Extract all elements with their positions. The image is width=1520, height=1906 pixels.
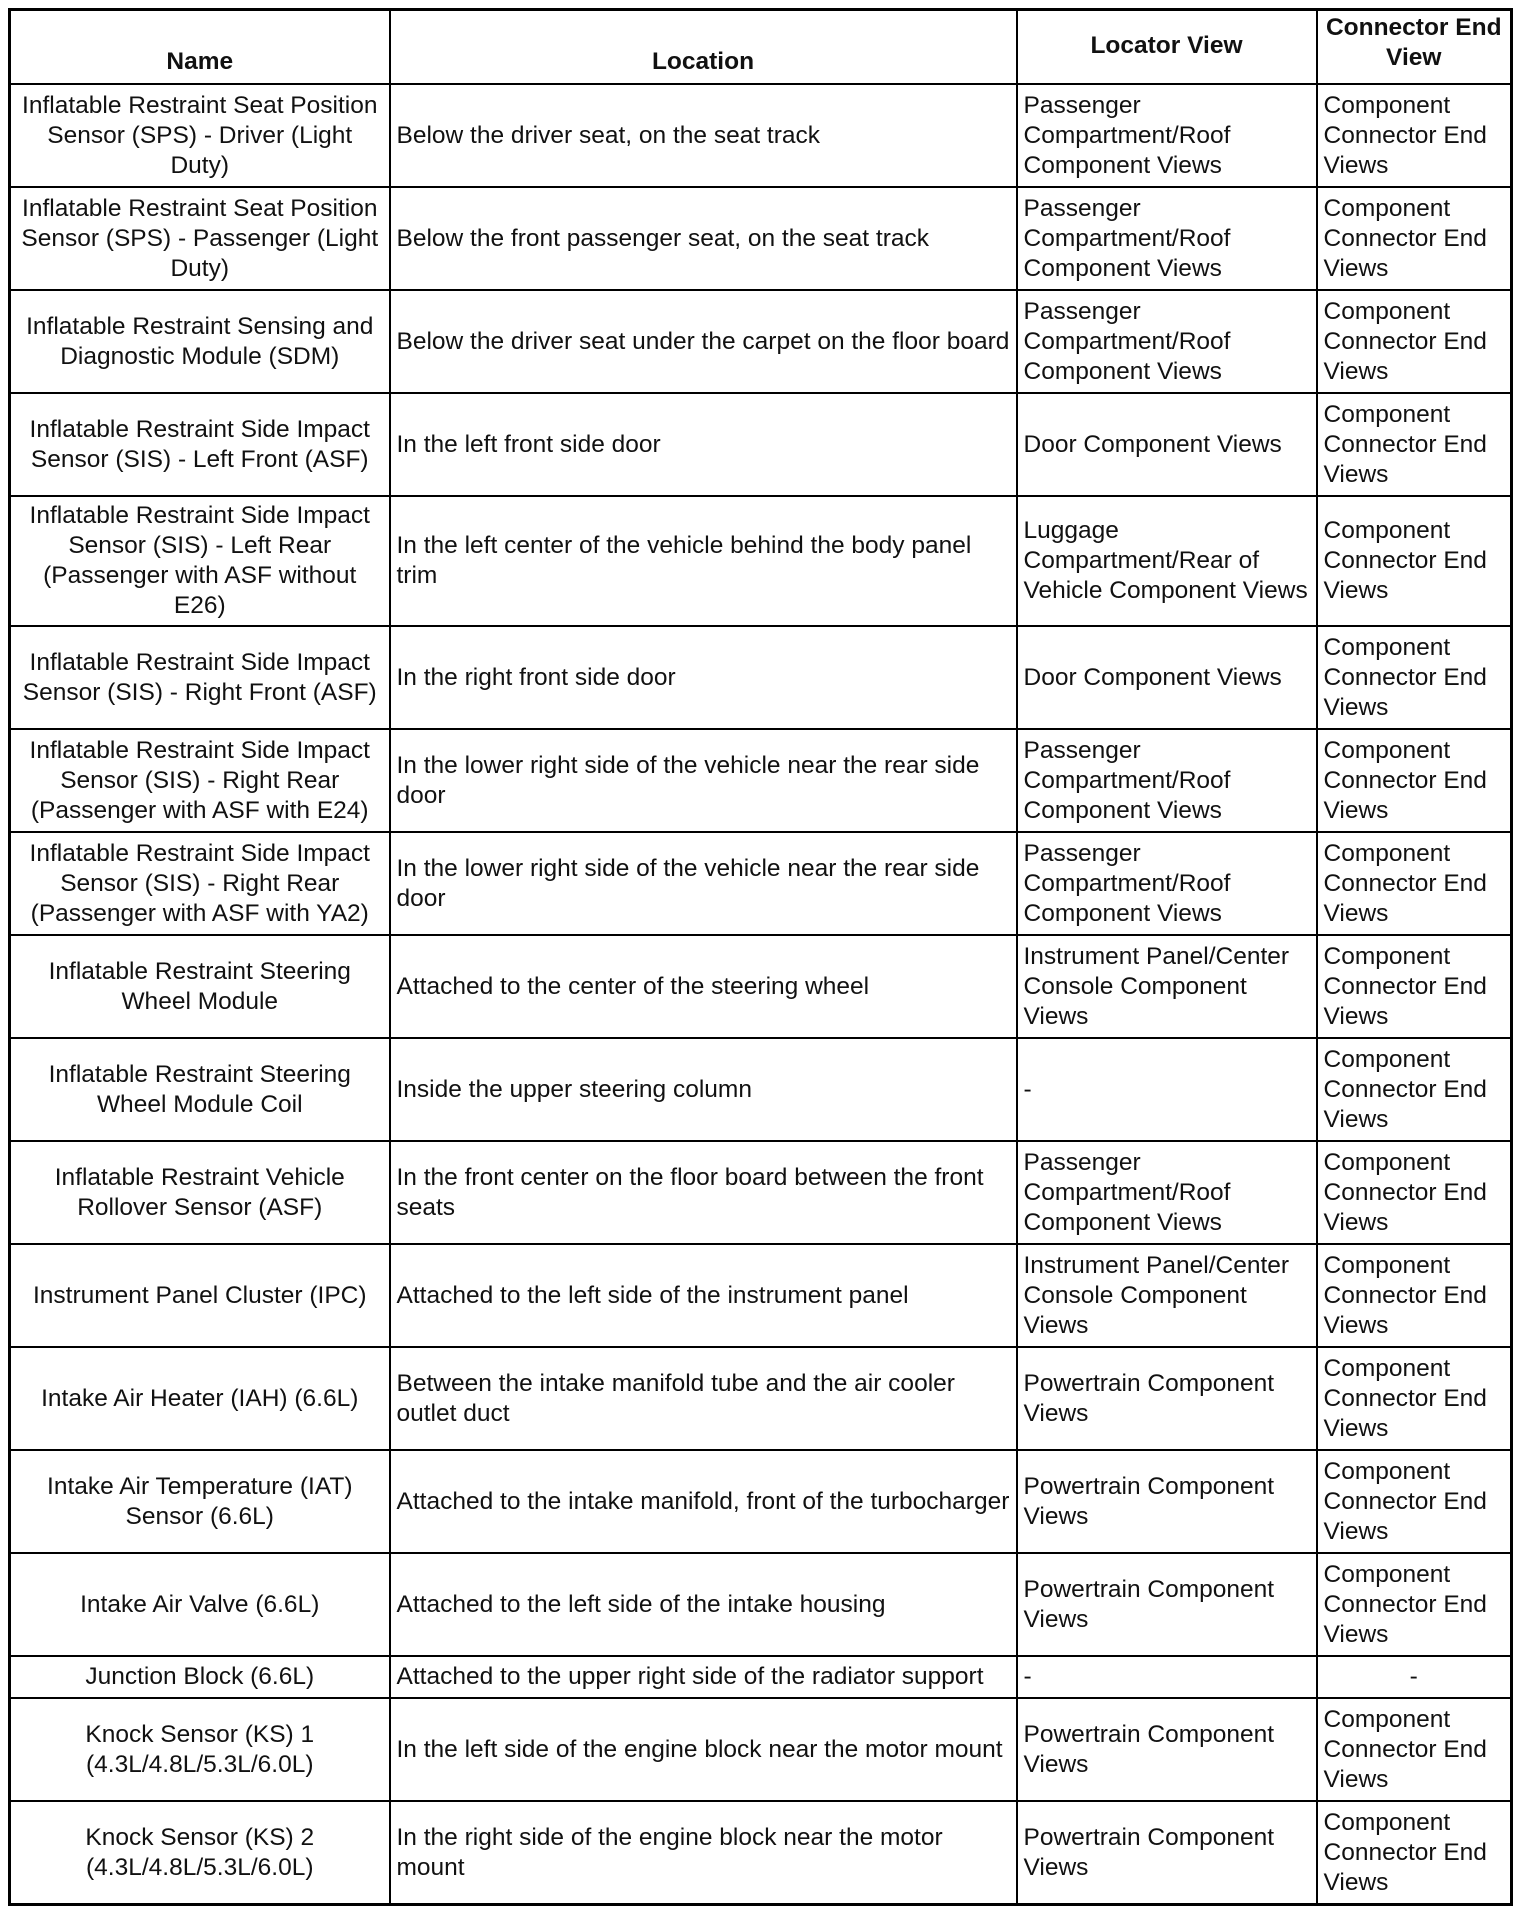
cell-locator-view: - [1017, 1656, 1317, 1698]
cell-locator-view: Passenger Compartment/Roof Component Views [1017, 1141, 1317, 1244]
table-row [10, 935, 1512, 1038]
cell-locator-view: Powertrain Component Views [1017, 1450, 1317, 1553]
cell-location: Attached to the intake manifold, front of the turbocharger [390, 1450, 1017, 1553]
cell-locator-view: Powertrain Component Views [1017, 1347, 1317, 1450]
cell-name: Instrument Panel Cluster (IPC) [10, 1244, 390, 1347]
cell-connector-end-view: Component Connector End Views [1317, 1450, 1512, 1553]
cell-locator-view: Passenger Compartment/Roof Component Views [1017, 290, 1317, 393]
cell-name: Inflatable Restraint Side Impact Sensor (SIS) - Right Front (ASF) [10, 626, 390, 729]
cell-connector-end-view: Component Connector End Views [1317, 290, 1512, 393]
cell-connector-end-view: Component Connector End Views [1317, 1553, 1512, 1656]
cell-location: In the lower right side of the vehicle near the rear side door [390, 832, 1017, 935]
table-row [10, 1038, 1512, 1141]
header-location: Location [390, 10, 1017, 85]
table-row [10, 729, 1512, 832]
component-locator-table [8, 8, 1513, 1906]
table-row [10, 290, 1512, 393]
cell-location: In the right side of the engine block near the motor mount [390, 1801, 1017, 1905]
cell-location: Attached to the left side of the intake housing [390, 1553, 1017, 1656]
table-row [10, 187, 1512, 290]
cell-locator-view: Door Component Views [1017, 626, 1317, 729]
table-row [10, 84, 1512, 187]
cell-name: Knock Sensor (KS) 1 (4.3L/4.8L/5.3L/6.0L) [10, 1698, 390, 1801]
cell-location: In the left center of the vehicle behind the body panel trim [390, 496, 1017, 626]
cell-connector-end-view: Component Connector End Views [1317, 1347, 1512, 1450]
table-row [10, 1244, 1512, 1347]
table-row [10, 496, 1512, 626]
table-row [10, 1801, 1512, 1905]
cell-location: In the left front side door [390, 393, 1017, 496]
cell-name: Inflatable Restraint Steering Wheel Module Coil [10, 1038, 390, 1141]
cell-location: Below the driver seat, on the seat track [390, 84, 1017, 187]
cell-name: Inflatable Restraint Sensing and Diagnostic Module (SDM) [10, 290, 390, 393]
cell-name: Inflatable Restraint Side Impact Sensor (SIS) - Left Front (ASF) [10, 393, 390, 496]
table-row [10, 1656, 1512, 1698]
cell-connector-end-view: Component Connector End Views [1317, 1038, 1512, 1141]
cell-location: Inside the upper steering column [390, 1038, 1017, 1141]
cell-location: Between the intake manifold tube and the air cooler outlet duct [390, 1347, 1017, 1450]
cell-name: Inflatable Restraint Steering Wheel Module [10, 935, 390, 1038]
header-row [10, 10, 1512, 85]
cell-connector-end-view: Component Connector End Views [1317, 1698, 1512, 1801]
cell-location: In the right front side door [390, 626, 1017, 729]
cell-connector-end-view: Component Connector End Views [1317, 1141, 1512, 1244]
cell-location: In the front center on the floor board between the front seats [390, 1141, 1017, 1244]
cell-connector-end-view: Component Connector End Views [1317, 187, 1512, 290]
cell-name: Intake Air Valve (6.6L) [10, 1553, 390, 1656]
cell-connector-end-view: Component Connector End Views [1317, 729, 1512, 832]
cell-locator-view: Luggage Compartment/Rear of Vehicle Component Views [1017, 496, 1317, 626]
table-row [10, 393, 1512, 496]
header-name: Name [10, 10, 390, 85]
cell-name: Inflatable Restraint Vehicle Rollover Sensor (ASF) [10, 1141, 390, 1244]
table-row [10, 1450, 1512, 1553]
table-row [10, 626, 1512, 729]
cell-name: Inflatable Restraint Side Impact Sensor (SIS) - Right Rear (Passenger with ASF with YA2) [10, 832, 390, 935]
cell-connector-end-view: - [1317, 1656, 1512, 1698]
cell-location: Attached to the upper right side of the radiator support [390, 1656, 1017, 1698]
header-locator-view: Locator View [1017, 10, 1317, 85]
cell-locator-view: Powertrain Component Views [1017, 1698, 1317, 1801]
cell-connector-end-view: Component Connector End Views [1317, 496, 1512, 626]
header-connector-end-view: Connector End View [1317, 10, 1512, 85]
cell-locator-view: Powertrain Component Views [1017, 1553, 1317, 1656]
cell-connector-end-view: Component Connector End Views [1317, 832, 1512, 935]
cell-name: Intake Air Temperature (IAT) Sensor (6.6L) [10, 1450, 390, 1553]
cell-location: In the lower right side of the vehicle near the rear side door [390, 729, 1017, 832]
cell-locator-view: Door Component Views [1017, 393, 1317, 496]
table-row [10, 1553, 1512, 1656]
table-row [10, 1347, 1512, 1450]
cell-locator-view: Powertrain Component Views [1017, 1801, 1317, 1905]
cell-name: Inflatable Restraint Seat Position Sensor (SPS) - Passenger (Light Duty) [10, 187, 390, 290]
cell-connector-end-view: Component Connector End Views [1317, 1801, 1512, 1905]
cell-name: Inflatable Restraint Side Impact Sensor (SIS) - Left Rear (Passenger with ASF without E26) [10, 496, 390, 626]
cell-name: Knock Sensor (KS) 2 (4.3L/4.8L/5.3L/6.0L) [10, 1801, 390, 1905]
cell-locator-view: Passenger Compartment/Roof Component Views [1017, 187, 1317, 290]
table-row [10, 1698, 1512, 1801]
cell-locator-view: Passenger Compartment/Roof Component Views [1017, 729, 1317, 832]
cell-location: Below the front passenger seat, on the seat track [390, 187, 1017, 290]
cell-connector-end-view: Component Connector End Views [1317, 935, 1512, 1038]
cell-name: Inflatable Restraint Side Impact Sensor (SIS) - Right Rear (Passenger with ASF with E24) [10, 729, 390, 832]
cell-connector-end-view: Component Connector End Views [1317, 1244, 1512, 1347]
cell-location: In the left side of the engine block near the motor mount [390, 1698, 1017, 1801]
cell-name: Intake Air Heater (IAH) (6.6L) [10, 1347, 390, 1450]
cell-locator-view: Instrument Panel/Center Console Component Views [1017, 1244, 1317, 1347]
cell-location: Below the driver seat under the carpet on the floor board [390, 290, 1017, 393]
cell-location: Attached to the center of the steering wheel [390, 935, 1017, 1038]
cell-locator-view: Instrument Panel/Center Console Component Views [1017, 935, 1317, 1038]
cell-name: Junction Block (6.6L) [10, 1656, 390, 1698]
cell-name: Inflatable Restraint Seat Position Sensor (SPS) - Driver (Light Duty) [10, 84, 390, 187]
cell-locator-view: Passenger Compartment/Roof Component Views [1017, 84, 1317, 187]
cell-locator-view: - [1017, 1038, 1317, 1141]
cell-locator-view: Passenger Compartment/Roof Component Views [1017, 832, 1317, 935]
cell-location: Attached to the left side of the instrument panel [390, 1244, 1017, 1347]
cell-connector-end-view: Component Connector End Views [1317, 626, 1512, 729]
cell-connector-end-view: Component Connector End Views [1317, 393, 1512, 496]
table-row [10, 832, 1512, 935]
cell-connector-end-view: Component Connector End Views [1317, 84, 1512, 187]
table-row [10, 1141, 1512, 1244]
